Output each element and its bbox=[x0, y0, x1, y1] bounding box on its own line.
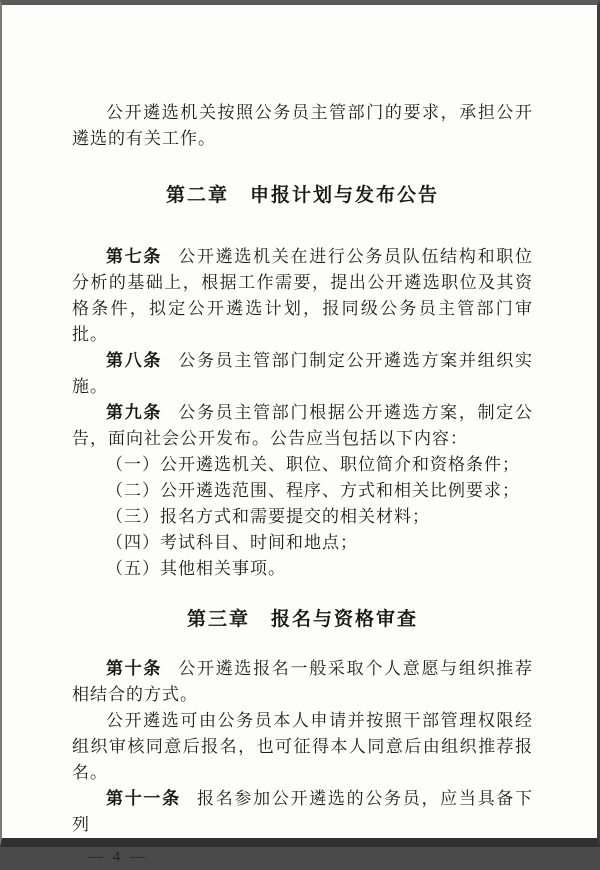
announcement-item-2: （二）公开遴选范围、程序、方式和相关比例要求； bbox=[106, 481, 520, 500]
article-10-text: 公开遴选报名一般采取个人意愿与组织推荐相结合的方式。 bbox=[72, 659, 534, 704]
article-11-paragraph bbox=[72, 786, 533, 838]
article-8-label: 第八条 bbox=[106, 351, 163, 370]
article-7-label: 第七条 bbox=[106, 247, 163, 266]
announcement-item-3: （三）报名方式和需要提交的相关材料； bbox=[106, 507, 430, 526]
article-8-text: 公务员主管部门制定公开遴选方案并组织实施。 bbox=[72, 351, 534, 396]
chapter-3-heading: 第三章 报名与资格审查 bbox=[186, 609, 418, 630]
article-7-text: 公开遴选机关在进行公务员队伍结构和职位分析的基础上，根据工作需要，提出公开遴选职位及其资格条件，拟定公开遴选计划，报同级公务员主管部门审批。 bbox=[72, 247, 534, 344]
article-11-label: 第十一条 bbox=[106, 789, 181, 808]
article-8-paragraph bbox=[72, 348, 533, 400]
intro-paragraph: 公开遴选机关按照公务员主管部门的要求，承担公开遴选的有关工作。 bbox=[72, 103, 533, 148]
article-10-paragraph bbox=[72, 656, 533, 708]
article-9-text: 公务员主管部门根据公开遴选方案，制定公告，面向社会公开发布。公告应当包括以下内容： bbox=[72, 403, 534, 448]
article-9-label: 第九条 bbox=[106, 403, 163, 422]
article-9-paragraph bbox=[72, 400, 533, 452]
announcement-item-4: （四）考试科目、时间和地点； bbox=[106, 533, 358, 552]
article-10-continuation-paragraph: 公开遴选可由公务员本人申请并按照干部管理权限经组织审核同意后报名，也可征得本人同意后由组织推荐报名。 bbox=[72, 711, 533, 782]
document-content bbox=[2, 5, 597, 870]
chapter-2-heading: 第二章 申报计划与发布公告 bbox=[165, 185, 439, 206]
announcement-item-5: （五）其他相关事项。 bbox=[106, 559, 286, 578]
article-10-label: 第十条 bbox=[106, 659, 163, 678]
article-11-text: 报名参加公开遴选的公务员，应当具备下列 bbox=[72, 789, 534, 834]
article-7-paragraph bbox=[72, 244, 533, 348]
page-number: — 4 — bbox=[88, 849, 148, 865]
announcement-item-1: （一）公开遴选机关、职位、职位简介和资格条件； bbox=[106, 455, 520, 474]
